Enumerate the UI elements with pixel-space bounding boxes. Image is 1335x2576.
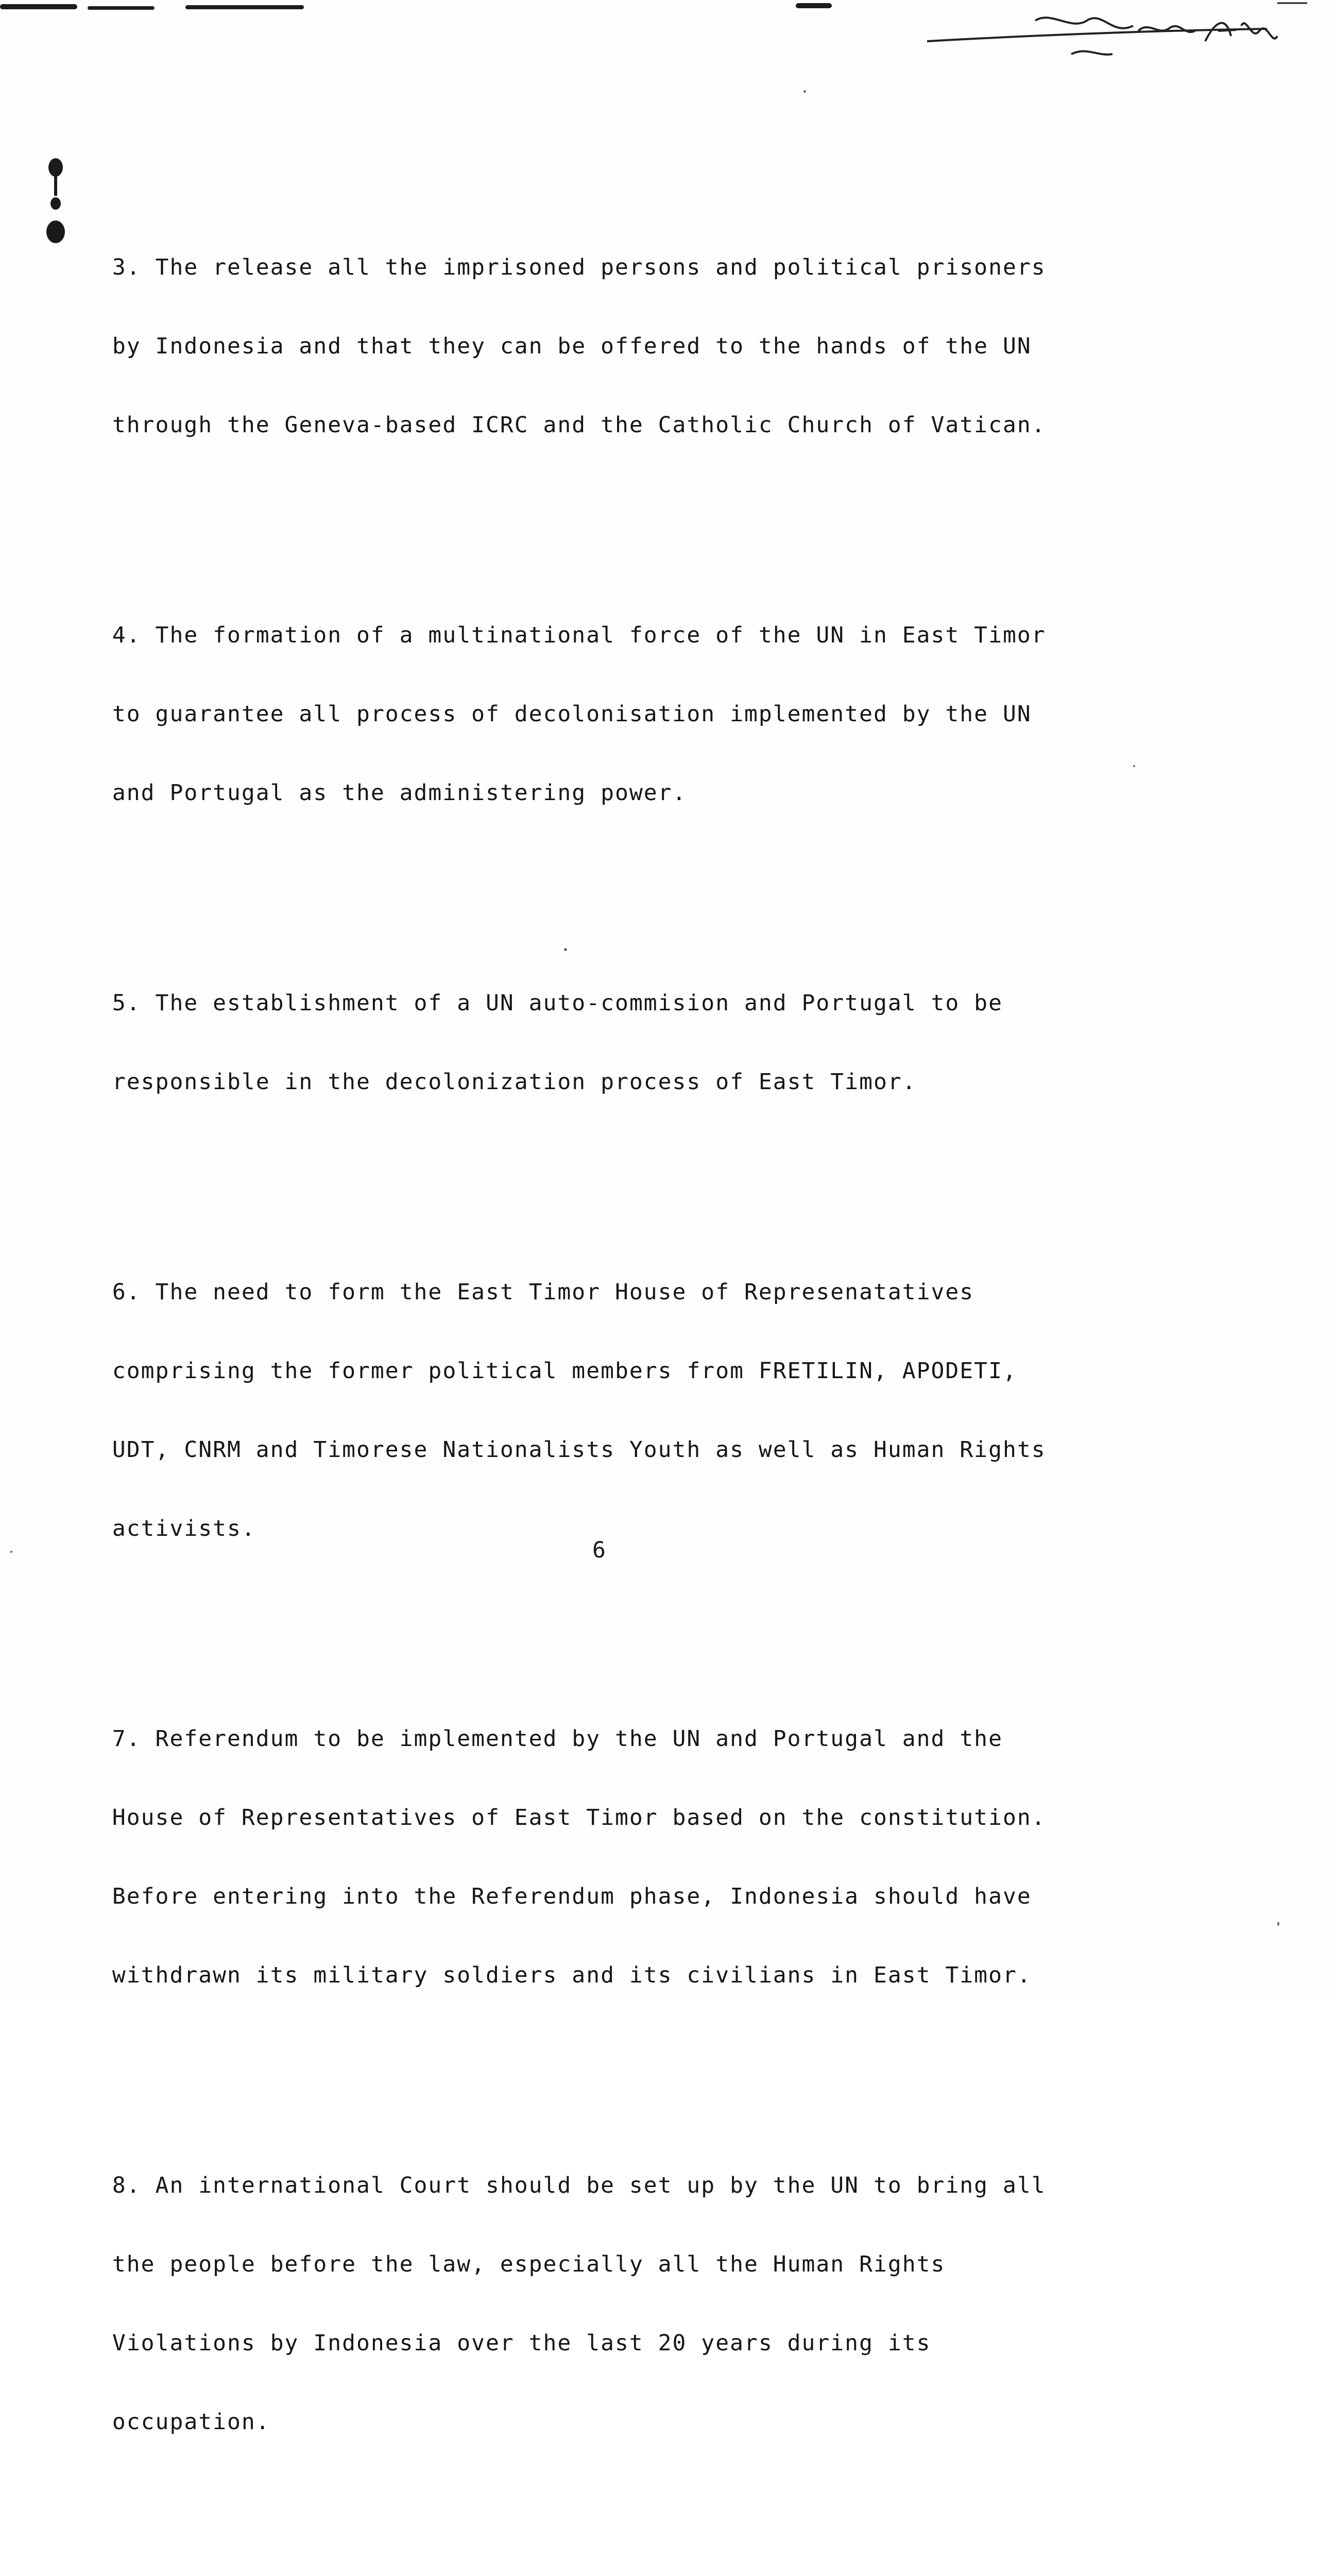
scan-speck <box>564 948 567 951</box>
paragraph-item-6 <box>98 1227 1149 1595</box>
text-line: through the Geneva-based ICRC and the Catholic Church of Vatican. <box>98 412 1046 438</box>
text-line: 6. The need to form the East Timor House of Represenatatives <box>98 1279 974 1305</box>
text-line: responsible in the decolonization process of East Timor. <box>98 1069 917 1095</box>
paragraph-item-7 <box>98 1673 1149 2041</box>
text-line: withdrawn its military soldiers and its civilians in East Timor. <box>98 1962 1032 1988</box>
text-line: 7. Referendum to be implemented by the UN and Portugal and the <box>98 1726 1003 1752</box>
scan-streak <box>796 3 832 8</box>
binder-hole-mark <box>40 155 71 252</box>
text-line: 5. The establishment of a UN auto-commision and Portugal to be <box>98 990 1003 1016</box>
scan-streak <box>88 6 155 10</box>
scan-streak <box>185 5 304 9</box>
scan-streak <box>0 4 77 9</box>
scan-speck <box>1277 1922 1279 1926</box>
text-line: the people before the law, especially all the Human Rights <box>98 2251 946 2277</box>
text-line: 8. An international Court should be set up by the UN to bring all <box>98 2173 1046 2198</box>
text-line: and Portugal as the administering power. <box>98 780 687 806</box>
document-body <box>98 149 1149 2576</box>
text-line: Before entering into the Referendum phase, Indonesia should have <box>98 1884 1032 1909</box>
paragraph-item-4 <box>98 570 1149 859</box>
text-line: to guarantee all process of decolonisation implemented by the UN <box>98 701 1032 727</box>
scan-speck <box>1133 765 1135 767</box>
paragraph-item-9 <box>98 2567 1149 2576</box>
page-number: 6 <box>592 1537 606 1563</box>
text-line: Violations by Indonesia over the last 20 years during its <box>98 2330 931 2356</box>
text-line: activists. <box>98 1516 256 1541</box>
text-line: 3. The release all the imprisoned persons and political prisoners <box>98 255 1046 280</box>
paragraph-item-5 <box>98 938 1149 1148</box>
text-line: by Indonesia and that they can be offered to the hands of the UN <box>98 333 1032 359</box>
paragraph-item-8 <box>98 2120 1149 2488</box>
text-line: comprising the former political members from FRETILIN, APODETI, <box>98 1358 1017 1384</box>
scan-speck <box>803 90 806 93</box>
text-line: 4. The formation of a multinational force of the UN in East Timor <box>98 622 1046 648</box>
paragraph-item-3 <box>98 202 1149 491</box>
text-line: UDT, CNRM and Timorese Nationalists Youth as well as Human Rights <box>98 1437 1046 1463</box>
text-line: occupation. <box>98 2409 270 2435</box>
text-line: House of Representatives of East Timor based on the constitution. <box>98 1805 1046 1831</box>
handwritten-signature <box>917 0 1308 72</box>
scan-speck <box>10 1551 12 1553</box>
